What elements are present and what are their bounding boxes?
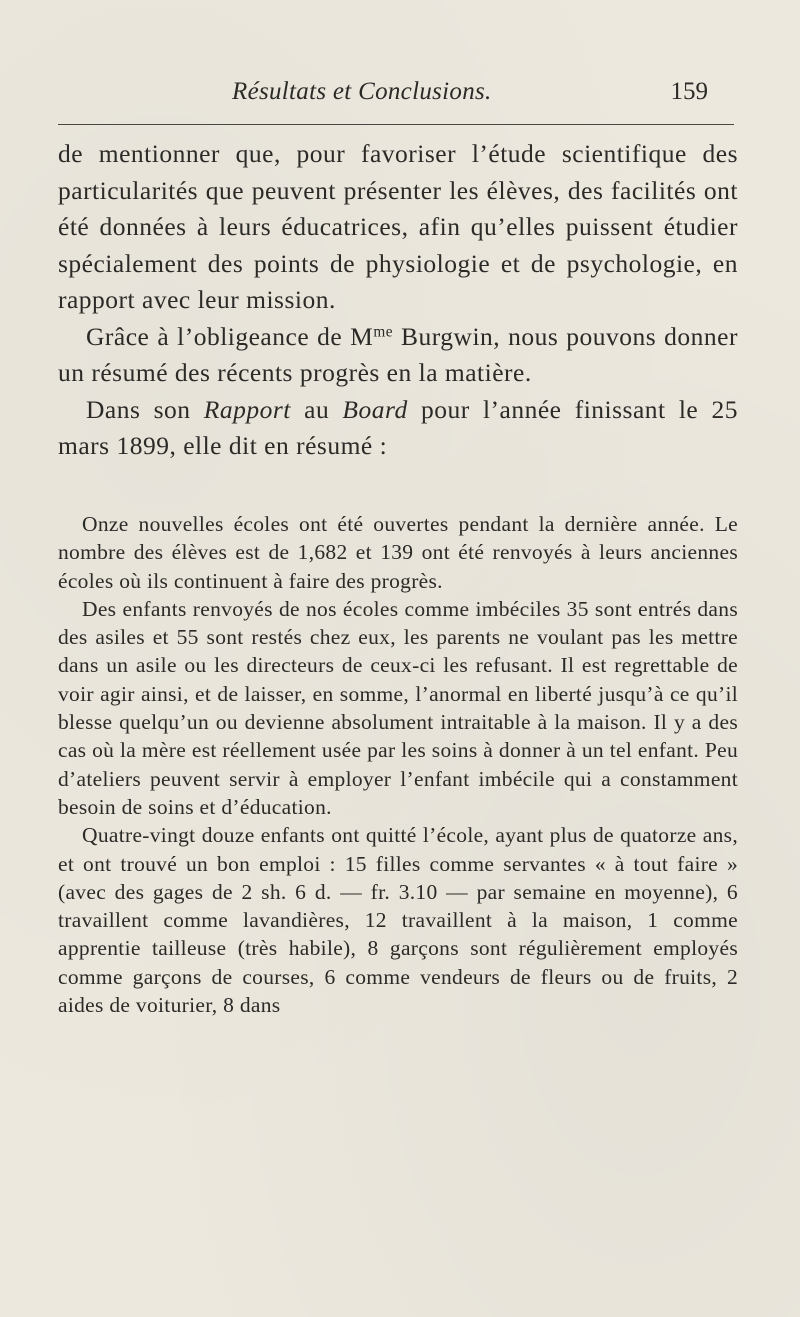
quoted-report xyxy=(58,510,738,1019)
body-paragraph-2-start: Grâce à l’obligeance de M xyxy=(86,321,374,351)
italic-board: Board xyxy=(342,394,408,424)
body-paragraph-3-start: Dans son xyxy=(86,394,204,424)
body-paragraph-2 xyxy=(58,319,738,392)
body-paragraph-3-mid: au xyxy=(290,394,343,424)
title-abbreviation: me xyxy=(373,323,394,341)
quote-paragraph-2: Des enfants renvoyés de nos écoles comme imbéciles 35 sont entrés dans des asiles et 55 sont restés chez eux, les parents ne voulant pas les mettre dans un asile ou les directeurs de ceux-ci les refusant. Il est regrettable de voir agir ainsi, et de laisser, en somme, l’anormal en liberté jusqu’à ce qu’il blesse quelqu’un ou devienne absolument intraitable à la maison. Il y a des cas où la mère est réellement usée par les soins à donner à un tel enfant. Peu d’ateliers peuvent servir à employer l’enfant imbécile qui a constamment besoin de soins et d’éducation. xyxy=(58,596,738,819)
page-number: 159 xyxy=(670,78,708,105)
body-paragraph-3 xyxy=(58,392,738,465)
italic-rapport: Rapport xyxy=(203,394,291,424)
quote-paragraph-1: Onze nouvelles écoles ont été ouvertes pendant la dernière année. Le nombre des élèves est de 1,682 et 139 ont été renvoyés à leurs anciennes écoles où ils continuent à faire des progrès. xyxy=(58,512,738,593)
running-title: Résultats et Conclusions. xyxy=(232,78,492,105)
header-rule xyxy=(58,124,734,125)
body-text xyxy=(58,136,738,465)
body-paragraph-3-end: pour l’année finissant le 25 mars 1899, elle dit en résumé : xyxy=(58,394,738,460)
quote-paragraph-3: Quatre-vingt douze enfants ont quitté l’école, ayant plus de quatorze ans, et ont trouvé un bon emploi : 15 filles comme servantes « à tout faire » (avec des gages de 2 sh. 6 d. — fr. 3.10 — par semaine en moyenne), 6 travaillent comme lavandières, 12 travaillent à la maison, 1 comme apprentie tailleuse (très habile), 8 garçons sont régulièrement employés comme garçons de courses, 6 comme vendeurs de fleurs ou de fruits, 2 aides de voiturier, 8 dans xyxy=(58,823,738,1018)
body-paragraph-2-end: Burgwin, nous pouvons donner un résumé des récents progrès en la matière. xyxy=(58,321,738,387)
body-paragraph-1: de mentionner que, pour favoriser l’étude scientifique des particularités que peuvent présenter les élèves, des facilités ont été données à leurs éducatrices, afin qu’elles puissent étudier spécialement des points de physiologie et de psychologie, en rapport avec leur mission. xyxy=(58,139,738,314)
page-header xyxy=(0,78,800,118)
